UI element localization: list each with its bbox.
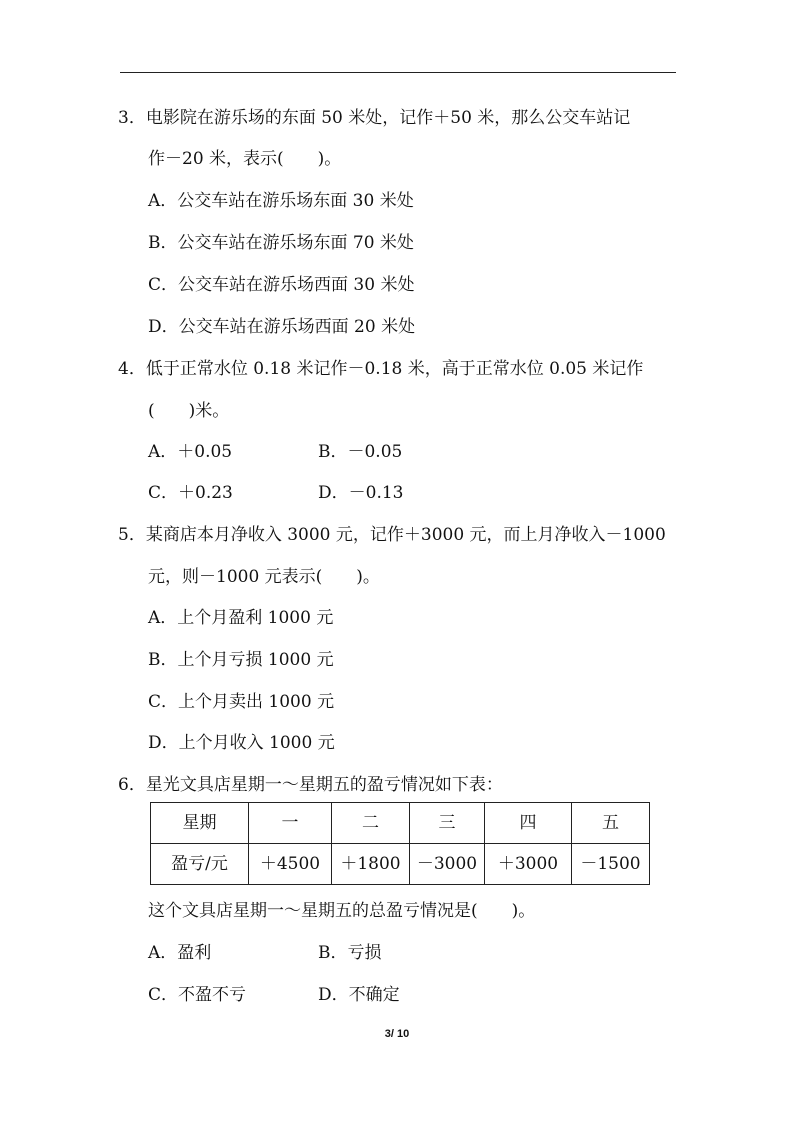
table-cell: －1500 — [572, 844, 650, 885]
table-header-cell: 四 — [485, 803, 572, 844]
table-header-cell: 二 — [332, 803, 410, 844]
question-4-option-c: C．＋0.23 — [148, 483, 233, 503]
question-5-text-cont: 元，则－1000 元表示( )。 — [148, 567, 380, 587]
header-rule — [120, 72, 676, 73]
profit-loss-table — [150, 802, 650, 885]
question-3-text: 3．电影院在游乐场的东面 50 米处，记作＋50 米，那么公交车站记 — [118, 108, 631, 128]
table-header-row — [151, 803, 650, 844]
question-6-option-a: A．盈利 — [148, 943, 212, 963]
question-3-option-d: D．公交车站在游乐场西面 20 米处 — [148, 317, 416, 337]
table-cell: ＋3000 — [485, 844, 572, 885]
question-6-text: 6．星光文具店星期一～星期五的盈亏情况如下表： — [118, 775, 503, 795]
table-row — [151, 844, 650, 885]
question-4-option-b: B．－0.05 — [318, 442, 403, 462]
question-5-option-a: A．上个月盈利 1000 元 — [148, 608, 334, 628]
question-6-option-c: C．不盈不亏 — [148, 985, 247, 1005]
table-header-cell: 星期 — [151, 803, 249, 844]
question-6-option-d: D．不确定 — [318, 985, 400, 1005]
question-6-text-cont: 这个文具店星期一～星期五的总盈亏情况是( )。 — [148, 901, 536, 921]
question-4-option-a: A．＋0.05 — [148, 442, 233, 462]
question-4-text-cont: ( )米。 — [148, 401, 230, 421]
question-3-option-b: B．公交车站在游乐场东面 70 米处 — [148, 233, 414, 253]
question-3-text-cont: 作－20 米，表示( )。 — [148, 149, 342, 169]
question-4-option-d: D．－0.13 — [318, 483, 404, 503]
question-4-text: 4．低于正常水位 0.18 米记作－0.18 米，高于正常水位 0.05 米记作 — [118, 359, 644, 379]
question-3-option-c: C．公交车站在游乐场西面 30 米处 — [148, 275, 415, 295]
table-header-cell: 三 — [410, 803, 485, 844]
table-cell: ＋4500 — [249, 844, 332, 885]
question-5-option-c: C．上个月卖出 1000 元 — [148, 692, 335, 712]
question-3-option-a: A．公交车站在游乐场东面 30 米处 — [148, 191, 414, 211]
table-cell: ＋1800 — [332, 844, 410, 885]
page-number: 3/ 10 — [384, 1028, 410, 1040]
question-5-option-b: B．上个月亏损 1000 元 — [148, 650, 334, 670]
question-5-text: 5．某商店本月净收入 3000 元，记作＋3000 元，而上月净收入－1000 — [118, 525, 666, 545]
table-header-cell: 五 — [572, 803, 650, 844]
table-header-cell: 一 — [249, 803, 332, 844]
table-cell: 盈亏/元 — [151, 844, 249, 885]
question-5-option-d: D．上个月收入 1000 元 — [148, 733, 335, 753]
question-6-option-b: B．亏损 — [318, 943, 382, 963]
table-cell: －3000 — [410, 844, 485, 885]
